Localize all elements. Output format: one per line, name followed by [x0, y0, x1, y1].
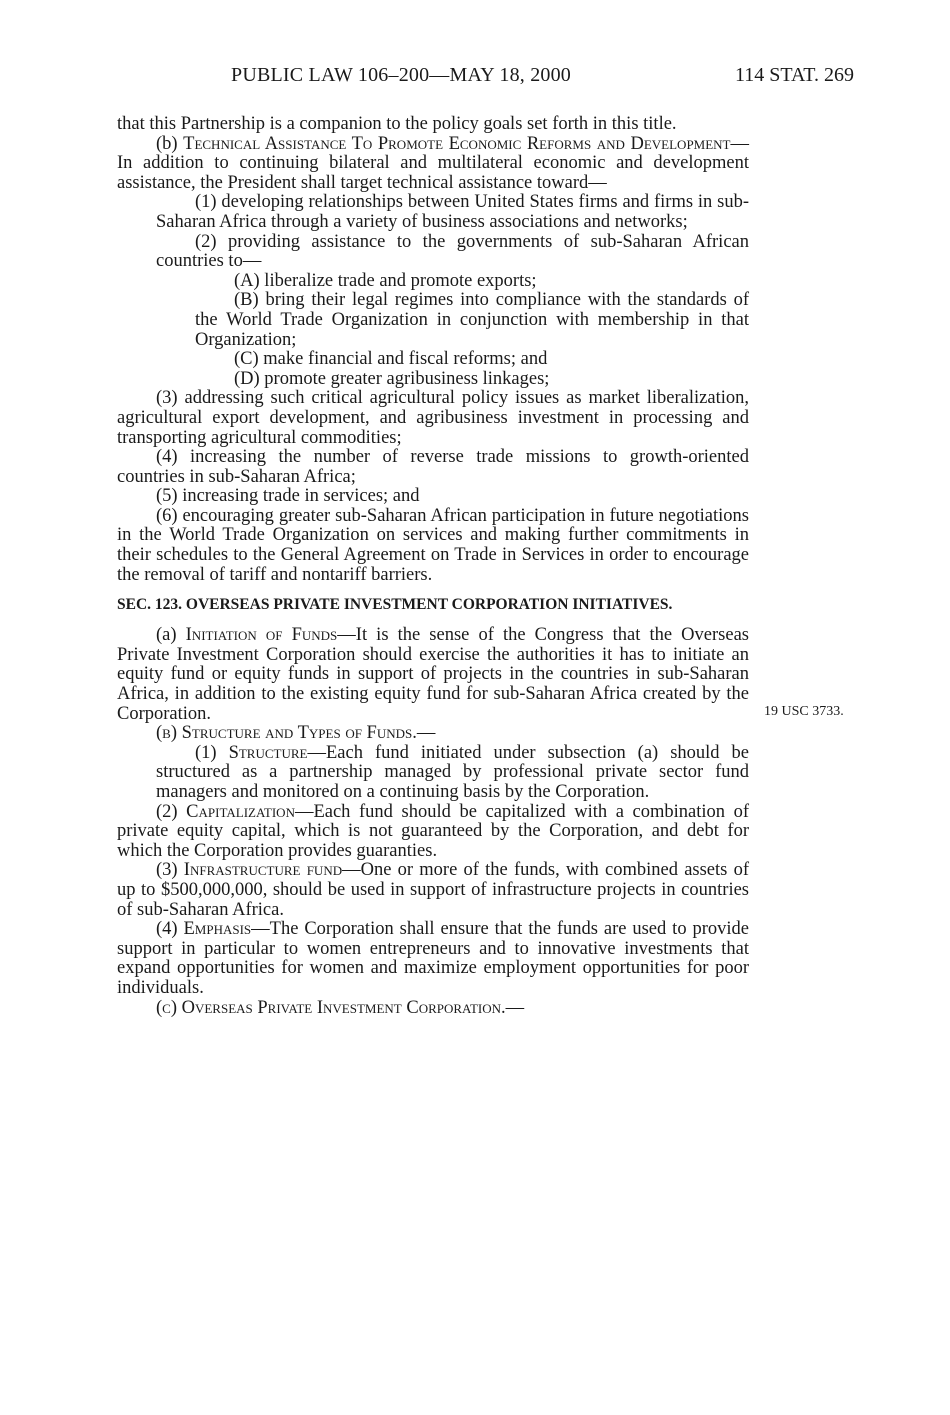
paragraph-text: —Each fund should be capitalized with a combination of private equity capital, which is not guaranteed by the Corporation, and debt for which the Corporation provides guaranties. [117, 801, 749, 861]
subsection-heading: (c) Overseas Private Investment Corporation.— [156, 997, 525, 1018]
section-heading: SEC. 123. OVERSEAS PRIVATE INVESTMENT CORPORATION INITIATIVES. [117, 596, 673, 614]
list-item: (3) addressing such critical agricultural policy issues as market liberalization, agricultural export development, and agribusiness investment in processing and transporting agricultural commodities; [117, 388, 749, 448]
subsection-heading: Initiation of Funds [185, 625, 338, 646]
paragraph-marker: (2) [156, 801, 187, 822]
subsection-b [117, 135, 749, 194]
subsection-text: —In addition to continuing bilateral and multilateral economic and development assistance, the President shall target technical assistance toward— [117, 133, 749, 193]
sublist-item: (A) liberalize trade and promote exports; [234, 270, 537, 291]
list-item: (6) encouraging greater sub-Saharan African participation in future negotiations in the World Trade Organization on services and making further commitments in their schedules to the General Agreement on Trade in Services in order to encourage the removal of tariff and nontariff barriers. [117, 505, 749, 585]
paragraph-marker: (4) [156, 919, 184, 940]
sublist-item: (D) promote greater agribusiness linkages; [234, 368, 550, 389]
list-item: (4) increasing the number of reverse trade missions to growth-oriented countries in sub-Saharan Africa; [117, 447, 749, 487]
running-head: PUBLIC LAW 106–200—MAY 18, 2000 [231, 64, 571, 86]
paragraph: that this Partnership is a companion to the policy goals set forth in this title. [117, 114, 677, 134]
paragraph-3 [117, 861, 749, 920]
paragraph-text: —Each fund initiated under subsection (a) should be structured as a partnership managed by professional private sector fund managers and monitored on a continuing basis by the Corporation. [156, 742, 750, 802]
subsection-heading: (b) Structure and Types of Funds.— [156, 723, 436, 744]
paragraph-4 [117, 920, 749, 998]
list-item: (2) providing assistance to the governments of sub-Saharan African countries to— [156, 231, 749, 272]
page-body [117, 115, 749, 1018]
subsection-text: —It is the sense of the Congress that the Overseas Private Investment Corporation should exercise the authorities it has to initiate an equity fund or equity funds in support of projects in the countries in sub-Saharan Africa, in addition to the existing equity fund for sub-Saharan Africa created by the Corporation. [117, 625, 749, 724]
paragraph-heading: Structure [228, 742, 308, 763]
sublist-item: (C) make financial and fiscal reforms; and [234, 349, 548, 370]
list-item: (1) developing relationships between United States firms and firms in sub-Saharan Africa through a variety of business associations and networks; [156, 192, 749, 232]
stat-page-number: 114 STAT. 269 [735, 64, 854, 86]
paragraph-2 [117, 803, 749, 862]
paragraph-heading: Capitalization [186, 801, 295, 822]
paragraph-text: —One or more of the funds, with combined assets of up to $500,000,000, should be used in support of infrastructure projects in countries of sub-Saharan Africa. [117, 860, 749, 920]
subsection-marker: (b) [156, 133, 184, 154]
subsection-heading: Technical Assistance To Promote Economic Reforms and Development [183, 133, 731, 154]
paragraph-marker: (3) [156, 860, 184, 881]
paragraph-heading: Infrastructure fund [183, 860, 343, 881]
subsection-a [117, 626, 749, 724]
subsection-marker: (a) [156, 625, 186, 646]
paragraph-1 [117, 744, 749, 803]
sublist-item: (B) bring their legal regimes into compliance with the standards of the World Trade Organization in conjunction with membership in that Organization; [195, 290, 749, 350]
margin-citation: 19 USC 3733. [764, 704, 844, 719]
paragraph-text: —The Corporation shall ensure that the funds are used to provide support in particular to women entrepreneurs and to innovative investments that expand opportunities for women and maximize employment opportunities for poor individuals. [117, 919, 749, 998]
paragraph-marker: (1) [195, 742, 229, 763]
list-item: (5) increasing trade in services; and [156, 486, 420, 507]
paragraph-heading: Emphasis [183, 919, 252, 940]
